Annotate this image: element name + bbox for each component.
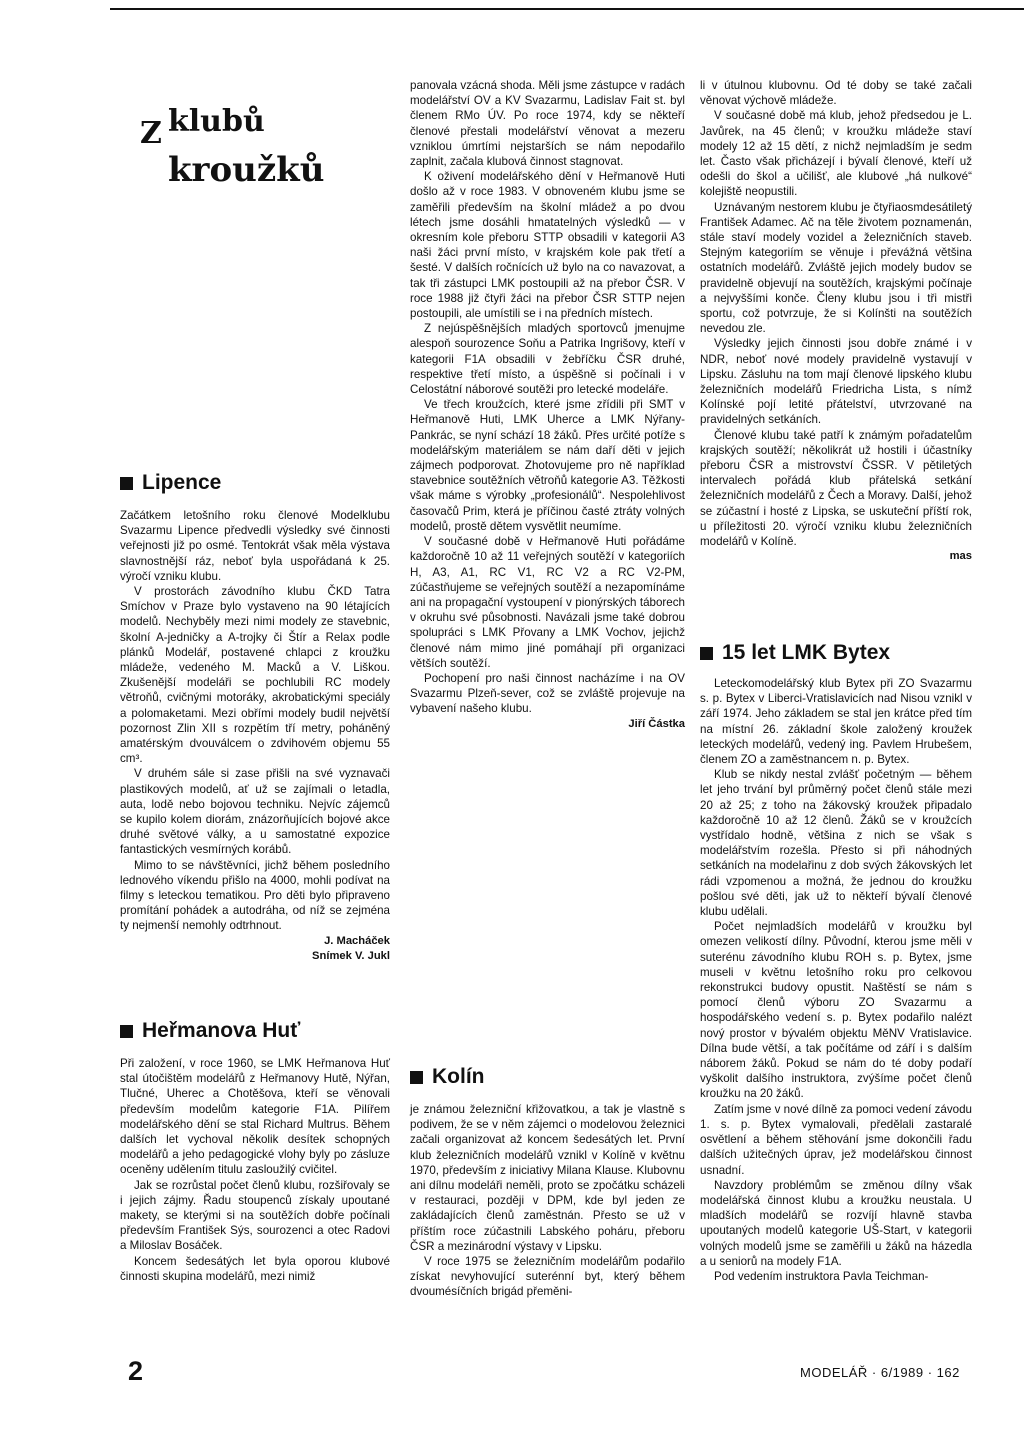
hermanova-paragraph: Při založení, v roce 1960, se LMK Heřmanova Huť stal útočištěm modelářů z Heřmanovy Hutě, Nýřan, Tlučné, Uherec a Chotěšova, kteří se věnovali především modelům kategorie F1A. Pilířem modelářského dění se stal Richard Multrus. Během dalších let vychoval několik desítek schopných modelářů a jeho pedagogické vlohy byly po zásluze oceněny udělením titulu zasloužilý cvičitel. [120,1057,390,1177]
kolin-paragraph: li v útulnou klubovnu. Od té doby se také začali věnovat výchově mládeže. [700,79,972,108]
kolin-paragraph: V roce 1975 se železničním modelářům podařilo získat nevyhovující suterénní byt, který během dvoumésíčních brigád přeměni- [410,1255,685,1299]
bytex-paragraph: Zatím jsme v nové dílně za pomoci vedení závodu 1. s. p. Bytex vymalovali, předělali zastaralé osvětlení a během stěhování jsme dokončili řadu dalších užitečných úprav, jež modelářskou činnost usnadní. [700,1102,972,1177]
bytex-paragraph: Pod vedením instruktora Pavla Teichman- [714,1269,929,1283]
masthead-krouzku: kroužků [168,150,325,190]
lipence-section [120,470,390,964]
bytex-title: 15 let LMK Bytex [722,641,891,664]
kolin-paragraph: je známou železniční křižovatkou, a tak je vlastně s podivem, že se v něm zájemci o modelovou železnici začali organizovat až koncem šedesátých let. První klub železničních modelářů vznikl v Kolíně v květnu 1970, především z iniciativy Milana Klause. Klubovnu ani dílnu modeláři neměli, proto se zpočátku scházeli v restauraci, později v DPM, kde byl jeden ze zakládajících členů zaměstnán. Přesto se už v příštím roce zúčastnili Labského poháru, přeboru ČSR a mezinárodní výstavy v Lipsku. [410,1103,685,1253]
bytex-paragraph: Navzdory problémům se změnou dílny však modelářská činnost klubu a kroužku neustala. U mladších modelářů se rozvíjí hlavně stavba upoutaných modelů kategorie UŠ-Start, v kategorii volných modelů jsme se zaměřili u žáků na házedla a u seniorů na modely F1A. [700,1178,972,1268]
lipence-heading [120,470,390,496]
square-bullet-icon [700,647,713,660]
bytex-paragraph: Leteckomodelářský klub Bytex při ZO Svazarmu s. p. Bytex v Liberci-Vratislavicích nad Nisou vznikl v září 1974. Jeho základem se stal jen krátce před tím na místní 26. základní škole založený kroužek leteckých modelářů, vedený ing. Pavlem Hrubešem, členem ZO a zaměstnancem n. p. Bytex. [700,677,972,767]
masthead-z: Z [140,116,162,151]
hermanova-paragraph: V současné době v Heřmanově Huti pořádáme každoročně 10 až 11 veřejných soutěží v kategoriích H, A3, A1, RC V1, RC V2 a RC V2-PM, zúčastňujeme se veřejných soutěží a nezapomínáme ani na propagační vystoupení v pionýrských táborech v okruhu své působnosti. Navázali jsme také dobrou spolupráci s LMK Přovany a LMK Vochov, jejichž členové nám mimo jiné pomáhají při organizaci větších soutěží. [410,535,685,670]
lipence-title: Lipence [142,471,222,494]
top-rule [110,8,1024,10]
kolin-paragraph: Výsledky jejich činnosti jsou dobře známé i v NDR, neboť nové modely pravidelně vystavují v Lipsku. Zásluhu na tom mají členové lipského klubu železničních modelářů Friedricha Lista, s nímž Kolínské pojí letité přátelství, utvrzované na pravidelných setkáních. [700,337,972,427]
bytex-section [700,640,972,1284]
kolin-continuation [700,78,972,565]
square-bullet-icon [120,477,133,490]
bytex-paragraph: Klub se nikdy nestal zvlášť početným — během let jeho trvání byl průměrný počet členů stále mezi 20 až 25; z toho na žákovský kroužek připadalo každoročně 10 až 12 členů. Žáků se v kroužcích vystřídalo hodně, většina z nich se však s modelářstvím rozešla. Přesto si při náhodných setkáních na modelařinu z dob svých žákovských let rádi vzpomenou a možná, že jednou do kroužku pošlou své děti, jak už to někteří bývalí členové klubu udělali. [700,768,972,919]
hermanova-paragraph: Jak se rozrůstal počet členů klubu, rozšiřovaly se i jejich zájmy. Řadu stoupenců získaly upoutané makety, se kterými si na soutěžích dobře počínali především František Sýs, sourozenci a otec Radovi a Miloslav Bosáček. [120,1178,390,1253]
hermanova-paragraph: panovala vzácná shoda. Měli jsme zástupce v radách modelářství OV a KV Svazarmu, Ladislav Fait st. byl členem RMo ÚV. Po roce 1974, kdy se někteří členové přestali modelářství věnovat a mezeru vzniklou úmrtími nejstarších se nám nepodařilo zaplnit, začala klubová činnost stagnovat. [410,79,685,169]
kolin-paragraph: Uznávaným nestorem klubu je čtyřiaosmdesátiletý František Adamec. Ač na těle životem poznamenán, stále staví modely vozidel a železničních staveb. Stejným kategoriím se věnuje i převážná většina ostatních modelářů. Zvláště jejich modely budov se pravidelně objevují na soutěžích, krajskými počínaje a nejvyššími konče. Členy klubu jsou i tři mistři sportu, což potvrzuje, že si Kolínšti na soutěžích nevedou zle. [700,200,972,336]
hermanova-author: Jiří Částka [628,717,685,730]
hermanova-section [120,1018,390,1284]
bytex-heading [700,640,972,666]
hermanova-continuation [410,78,685,732]
lipence-author: J. Macháček [324,934,390,947]
kolin-paragraph: V současné době má klub, jehož předsedou je L. Javůrek, na 45 členů; v kroužku mládeže staví modely 12 až 15 dětí, z nichž nejmladším je sedm let. Často však přicházejí i bývalí členové, kteří už odešli do škol a učilišť, ale klubové „há nulkové“ kolejiště neopustili. [700,109,972,199]
masthead-klubu: klubů [168,104,265,139]
lipence-photo-credit: Snímek V. Jukl [312,949,390,962]
kolin-paragraph: Členové klubu také patří k známým pořadatelům krajských soutěží; několikrát už hostili i účastníky přeboru ČSR a mistrovství ČSSR. V pětiletých intervalech pořádá klub přátelská setkání železničních modelářů z Čech a Moravy. Další, jehož se zúčastní i hosté z Lipska, se uskuteční příští rok, u příležitosti 20. výročí vzniku klubu železničních modelářů v Kolíně. [700,428,972,549]
square-bullet-icon [410,1071,423,1084]
square-bullet-icon [120,1025,133,1038]
hermanova-title: Heřmanova Huť [142,1019,301,1042]
hermanova-paragraph: Z nejúspěšnějších mladých sportovců jmenujme alespoň sourozence Soňu a Patrika Ingrišovy, kteří v kategorii F1A obsadili v žebříčku ČSR druhé, respektive třetí místo, a úspěšně si počínali i v Celostátní náborové soutěži pro letecké modeláře. [410,322,685,397]
hermanova-paragraph: Koncem šedesátých let byla oporou klubové činnosti skupina modelářů, mezi nimiž [120,1254,390,1283]
lipence-paragraph: V druhém sále si zase přišli na své vyznavači plastikových modelů, ať už se zajímali o letadla, auta, lodě nebo bojovou techniku. Nejvíc zájemců se kupilo kolem diorám, znázorňujících bojové akce druhé světové války, a u samostatné expozice fantastických vesmírných korábů. [120,767,390,857]
masthead-title [140,104,380,214]
lipence-paragraph: V prostorách závodního klubu ČKD Tatra Smíchov v Praze bylo vystaveno na 90 létajících modelů. Nechyběly mezi nimi modely ze stavebnic, školní A-jedničky a A-trojky či Štír a Relax podle plánků Modelář, postavené chlapci z kroužku mládeže, vedeného M. Macků a V. Liškou. Zkušenější modeláři se pochlubili RC modely větroňů, cvičnými motoráky, akrobatickými speciály a polomaketami. Mezi obřími modely budil největší pozornost Zlin XII s rozpětím tří metry, poháněný amatérským dvouválcem o zdvihovém objemu 55 cm³. [120,585,390,766]
kolin-section [410,1064,685,1300]
lipence-paragraph: Začátkem letošního roku členové Modelklubu Svazarmu Lipence předvedli výsledky své činnosti veřejnosti již po osmé. Tentokrát však měla výstava slavnostnější ráz, neboť byla uspořádaná k 25. výročí vzniku klubu. [120,509,390,583]
hermanova-paragraph: K oživení modelářského dění v Heřmanově Huti došlo až v roce 1983. V obnoveném klubu jsme se zaměřili především na školní mládež a po dvou létech jsme dosáhli hmatatelných výsledků — v okresním kole přeboru STTP obsadili v kategorii A3 naši žáci první místo, v krajském kole pak třetí a šesté. V dalších ročnících už bylo na co navazovat, a tak tři zástupci LMK postoupili až na přebor ČSR. V roce 1988 již čtyři žáci na přebor ČSR STTP nejen postoupili, ale umístili se i na předních místech. [410,170,685,321]
magazine-footer: MODELÁŘ · 6/1989 · 162 [800,1365,960,1380]
page-number: 2 [128,1356,144,1386]
bytex-paragraph: Počet nejmladších modelářů v kroužku byl omezen velikostí dílny. Původní, kterou jsme měli v suterénu závodního klubu ROH s. p. Bytex, jsme museli v květnu letošního roku pro celkovou rekonstrukci budovy opustit. Naštěstí se nám s pomocí členů výboru ZO Svazarmu a hospodářského vedení s. p. Bytex podařilo nalézt nový prostor v bývalém objektu MěNV Vratislavice. Dílna bude větší, a tak počítáme od září i s dalším náborem žáků. Pokud se nám do té doby podaří vyškolit dalšího instruktora, zvýšíme počet členů kroužku na 20 žáků. [700,920,972,1101]
lipence-paragraph: Mimo to se návštěvníci, jichž během posledního lednového víkendu přišlo na 4000, mohli podívat na filmy s leteckou tematikou. Pro děti bylo připraveno promítání pohádek a autodráha, od níž se zejména ty nejmenší nemohly odtrhnout. [120,858,390,933]
hermanova-heading [120,1018,390,1044]
hermanova-paragraph: Ve třech kroužcích, které jsme zřídili při SMT v Heřmanově Huti, LMK Uherce a LMK Nýřany-Pankrác, se nyní schází 18 žáků. Přes určité potíže s modelářským materiálem se nám daří děti v jejich zájmech podporovat. Zhotovujeme pro ně například stavebnice soutěžních větroňů kategorie A3. Těžkosti však máme s výrobky „profesionálů“. Nespolehlivost časovačů Prim, která je příčinou časté ztráty volných modelů, prostě dětem vysvětlit neumíme. [410,398,685,533]
kolin-title: Kolín [432,1065,485,1088]
kolin-author: mas [949,550,972,563]
hermanova-paragraph: Pochopení pro naši činnost nacházíme i na OV Svazarmu Plzeň-sever, což se zvláště projevuje na vybavení našeho klubu. [410,671,685,716]
kolin-heading [410,1064,685,1090]
